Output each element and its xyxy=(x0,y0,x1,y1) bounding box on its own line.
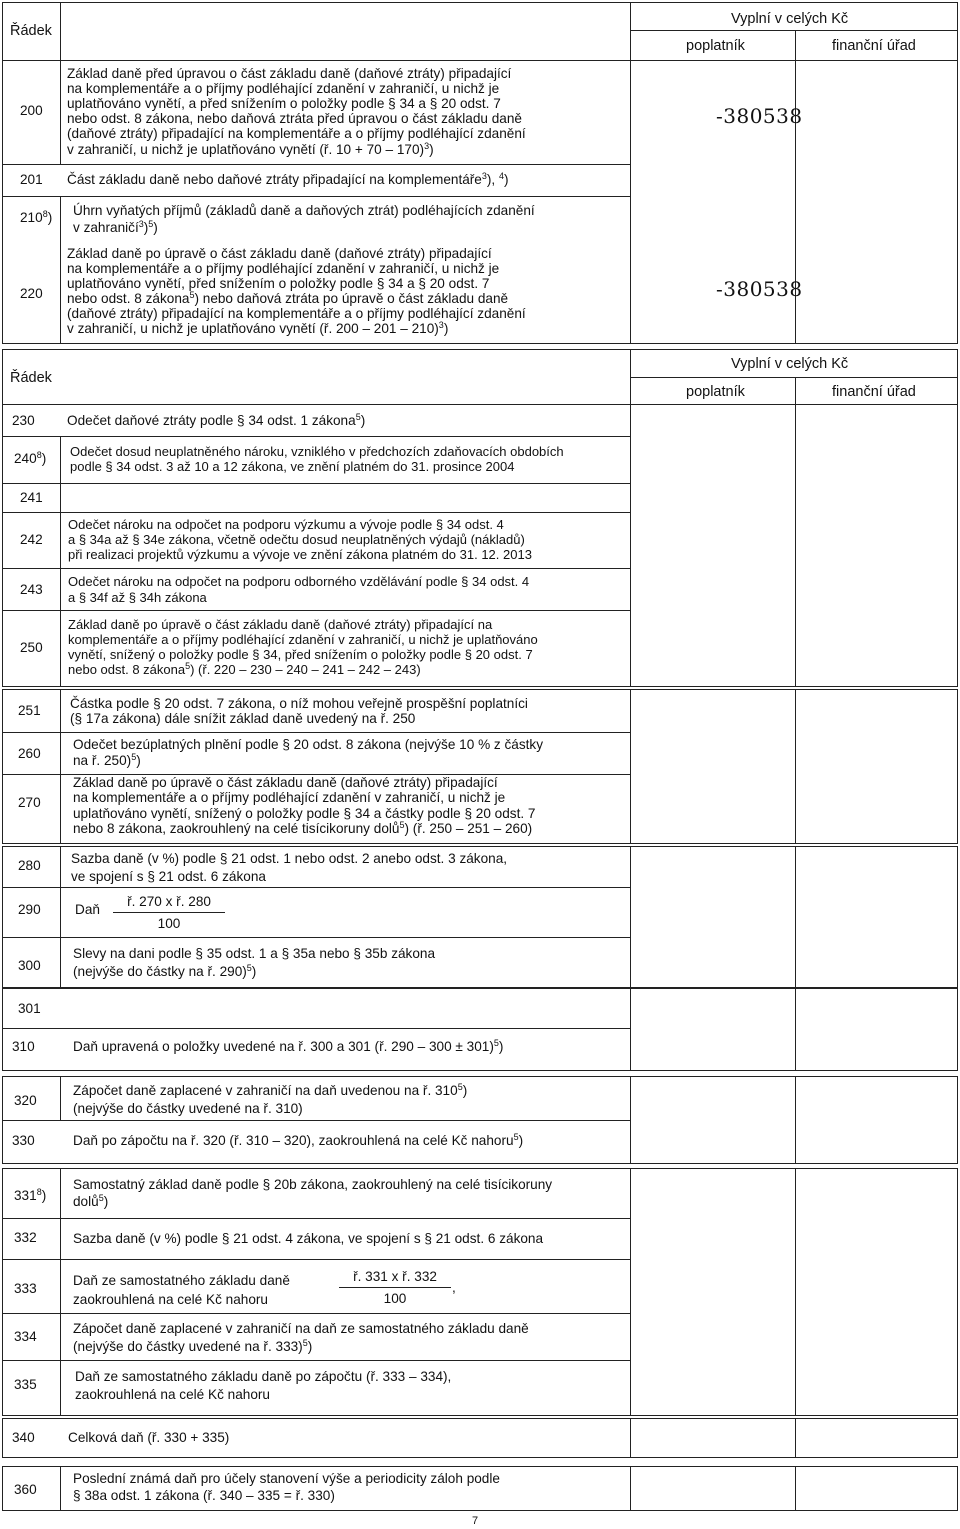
row-320-text-line-1: Zápočet daně zaplacené v zahraničí na daň uvedenou na ř. $310^5$) xyxy=(73,1082,468,1098)
row-220-text-line-1: Základ daně po úpravě o část základu daně (daňové ztráty) připadající xyxy=(67,246,492,261)
grid-line xyxy=(795,1418,796,1458)
row-270-text-line-1: Základ daně po úpravě o část základu daně (daňové ztráty) připadající xyxy=(73,775,498,790)
row-230-text: Odečet daňové ztráty podle § 34 odst. 1 zákona$^5$) xyxy=(67,412,366,428)
grid-line xyxy=(2,610,630,611)
row-360-text-line-2: § 38a odst. 1 zákona (ř. 340 – 335 = ř. 330) xyxy=(73,1488,335,1503)
row-243-text-line-1: Odečet nároku na odpočet na podporu odborného vzdělávání podle § 34 odst. 4 xyxy=(68,574,530,589)
column-header-financni-urad: finanční úřad xyxy=(832,38,916,54)
row-250-text-line-3: vynětí, snížený o položky podle § 34, před snížením o položky podle § 20 odst. 7 xyxy=(68,647,533,662)
grid-line xyxy=(2,483,630,484)
grid-line xyxy=(2,196,630,197)
row-number: 260 xyxy=(18,746,41,761)
column-header-poplatnik: poplatník xyxy=(686,38,745,54)
row-number: 201 xyxy=(20,172,43,187)
row-334-text-line-1: Zápočet daně zaplacené v zahraničí na daň ze samostatného základu daně xyxy=(73,1321,529,1336)
row-330-text: Daň po zápočtu na ř. 320 (ř. 310 – 320), zaokrouhlená na celé Kč nahoru$^5$) xyxy=(73,1132,524,1148)
row-200-text-line-2: na komplementáře a o příjmy podléhající zdanění v zahraničí, u nichž je xyxy=(67,81,500,96)
row-number: 335 xyxy=(14,1377,37,1392)
row-number: 332 xyxy=(14,1230,37,1245)
row-240-text-line-1: Odečet dosud neuplatněného nároku, vzniklého v předchozích zdaňovacích obdobích xyxy=(70,444,564,459)
row-number: 334 xyxy=(14,1329,37,1344)
fraction-numerator: ř. 331 x ř. 332 xyxy=(339,1269,451,1288)
row-210-text-line-1: Úhrn vyňatých příjmů (základů daně a daňových ztrát) podléhajících zdanění xyxy=(73,203,535,218)
row-310-text: Daň upravená o položky uvedené na ř. 300 a 301 (ř. 290 – 300 ± 301)$^5$) xyxy=(73,1038,504,1054)
row-200-value-poplatnik[interactable]: -380538 xyxy=(716,104,803,128)
row-280-text-line-1: Sazba daně (v %) podle § 21 odst. 1 nebo odst. 2 anebo odst. 3 zákona, xyxy=(71,851,508,866)
row-number: 360 xyxy=(14,1482,37,1497)
row-360-text-line-1: Poslední známá daň pro účely stanovení výše a periodicity záloh podle xyxy=(73,1471,500,1486)
row-331-text-line-2: dolů$^5$) xyxy=(73,1193,109,1209)
row-242-text-line-1: Odečet nároku na odpočet na podporu výzkumu a vývoje podle § 34 odst. 4 xyxy=(68,517,504,532)
row-270-text-line-2: na komplementáře a o příjmy podléhající zdanění v zahraničí, u nichž je xyxy=(73,790,506,805)
row-number: 230 xyxy=(12,413,35,428)
grid-line xyxy=(2,436,630,437)
row-333-fraction xyxy=(339,1269,451,1307)
grid-line xyxy=(2,1360,630,1361)
row-220-value-poplatnik[interactable]: -380538 xyxy=(716,277,803,301)
grid-line xyxy=(630,1418,631,1458)
row-334-text-line-2: (nejvýše do částky uvedené na ř. 333)$^5$) xyxy=(73,1338,313,1354)
grid-line xyxy=(630,377,958,378)
column-header-vyplni: Vyplní v celých Kč xyxy=(731,11,849,27)
row-number: 333 xyxy=(14,1281,37,1296)
row-200-text-line-4: nebo odst. 8 zákona, nebo daňová ztráta před úpravou o část základu daně xyxy=(67,111,522,126)
fraction-numerator: ř. 270 x ř. 280 xyxy=(113,894,225,913)
row-number: 280 xyxy=(18,858,41,873)
row-333-comma: , xyxy=(452,1280,456,1295)
row-251-text-line-1: Částka podle § 20 odst. 7 zákona, o níž mohou veřejně prospěšní poplatníci xyxy=(70,696,528,711)
row-number: 310 xyxy=(12,1039,35,1054)
row-201-text: Část základu daně nebo daňové ztráty připadající na komplementáře$^3$), $^4$) xyxy=(67,171,509,187)
row-260-text-line-2: na ř. 250)$^5$) xyxy=(73,752,141,768)
row-number: $240^8$) xyxy=(14,450,47,466)
row-number: 250 xyxy=(20,640,43,655)
row-number: 320 xyxy=(14,1093,37,1108)
row-220-text-line-4: nebo odst. 8 zákona$^5$) nebo daňová ztráta po úpravě o část základu daně xyxy=(67,290,509,306)
grid-line xyxy=(795,1076,796,1164)
grid-line xyxy=(795,846,796,988)
row-number: 251 xyxy=(18,703,41,718)
row-251-text-line-2: (§ 17a zákona) dále snížit základ daně uvedený na ř. 250 xyxy=(70,711,416,726)
grid-line xyxy=(795,988,796,1071)
row-220-text-line-3: uplatňováno vynětí, před snížením o položky podle § 34 a § 20 odst. 7 xyxy=(67,276,490,291)
grid-line xyxy=(2,1218,630,1219)
grid-line xyxy=(2,60,958,61)
grid-line xyxy=(630,2,631,344)
row-335-text-line-2: zaokrouhlená na celé Kč nahoru xyxy=(75,1387,270,1402)
row-242-text-line-2: a § 34a až § 34e zákona, včetně odečtu dosud neuplatněných výdajů (nákladů) xyxy=(68,532,525,547)
grid-line xyxy=(2,568,630,569)
row-220-text-line-2: na komplementáře a o příjmy podléhající zdanění v zahraničí, u nichž je xyxy=(67,261,500,276)
row-240-text-line-2: podle § 34 odst. 3 až 10 a 12 zákona, ve znění platném do 31. prosince 2004 xyxy=(70,459,515,474)
row-number: 270 xyxy=(18,795,41,810)
row-number: $331^8$) xyxy=(14,1187,47,1203)
row-200-text-line-5: (daňové ztráty) připadající na komplementáře a o příjmy podléhající zdanění xyxy=(67,126,526,141)
row-250-text-line-4: nebo odst. 8 zákona$^5$) (ř. 220 – 230 – 240 – 241 – 242 – 243) xyxy=(68,661,421,677)
grid-line xyxy=(60,2,61,164)
grid-line xyxy=(630,988,631,1071)
row-number: 330 xyxy=(12,1133,35,1148)
row-280-text-line-2: ve spojení s § 21 odst. 6 zákona xyxy=(71,869,266,884)
row-242-text-line-3: při realizaci projektů výzkumu a vývoje ve znění zákona platném do 31. 12. 2013 xyxy=(68,547,532,562)
grid-line xyxy=(795,1168,796,1416)
grid-line xyxy=(2,1120,630,1121)
row-210-text-line-2: v zahraničí$^3$)$^5$) xyxy=(73,219,158,235)
row-220-text-line-5: (daňové ztráty) připadající na komplementáře a o příjmy podléhající zdanění xyxy=(67,306,526,321)
row-number: 220 xyxy=(20,286,43,301)
row-290-fraction xyxy=(113,894,225,932)
grid-line xyxy=(795,377,796,687)
row-number: 290 xyxy=(18,902,41,917)
row-number: $210^8$) xyxy=(20,209,53,225)
row-250-text-line-1: Základ daně po úpravě o část základu daně (daňové ztráty) připadající na xyxy=(68,617,493,632)
row-number: 340 xyxy=(12,1430,35,1445)
row-250-text-line-2: komplementáře a o příjmy podléhající zdanění v zahraničí, u nichž je uplatňováno xyxy=(68,632,538,647)
row-number: 241 xyxy=(20,490,43,505)
grid-line xyxy=(2,887,630,888)
row-270-text-line-4: nebo 8 zákona, zaokrouhlený na celé tisícikoruny dolů$^5$) (ř. 250 – 251 – 260) xyxy=(73,820,533,836)
row-333-text-line-2: zaokrouhlená na celé Kč nahoru xyxy=(73,1292,268,1307)
row-number: 200 xyxy=(20,103,43,118)
column-header-poplatnik: poplatník xyxy=(686,384,745,400)
column-header-financni-urad: finanční úřad xyxy=(832,384,916,400)
fraction-denominator: 100 xyxy=(157,916,181,931)
column-header-vyplni: Vyplní v celých Kč xyxy=(731,356,849,372)
row-220-text-line-6: v zahraničí, u nichž je uplatňováno vynětí (ř. 200 – 201 – 210)$^3$) xyxy=(67,320,449,336)
row-300-text-line-1: Slevy na dani podle § 35 odst. 1 a § 35a nebo § 35b zákona xyxy=(73,946,436,961)
row-number: 300 xyxy=(18,958,41,973)
grid-line xyxy=(2,1259,630,1260)
row-270-text-line-3: uplatňováno vynětí, snížený o položky podle § 34 a částky podle § 20 odst. 7 xyxy=(73,806,536,821)
grid-line xyxy=(2,937,630,938)
row-number: 242 xyxy=(20,532,43,547)
grid-line xyxy=(630,1076,631,1164)
grid-line xyxy=(2,732,630,733)
row-332-text: Sazba daně (v %) podle § 21 odst. 4 zákona, ve spojení s § 21 odst. 6 zákona xyxy=(73,1231,544,1246)
row-200-text-line-6: v zahraničí, u nichž je uplatňováno vynětí (ř. 10 + 70 – 170)$^3$) xyxy=(67,141,434,157)
row-243-text-line-2: a § 34f až § 34h zákona xyxy=(68,590,207,605)
row-300-text-line-2: (nejvýše do částky na ř. 290)$^5$) xyxy=(73,963,257,979)
grid-line xyxy=(630,689,631,844)
fraction-denominator: 100 xyxy=(383,1291,407,1306)
grid-line xyxy=(630,30,958,31)
row-320-text-line-2: (nejvýše do částky uvedené na ř. 310) xyxy=(73,1101,303,1116)
table-section-5 xyxy=(2,988,958,1071)
grid-line xyxy=(2,164,630,165)
row-200-text-line-3: uplatňováno vynětí, a před snížením o položky podle § 34 a § 20 odst. 7 xyxy=(67,96,501,111)
grid-line xyxy=(2,1313,630,1314)
row-290-label: Daň xyxy=(75,902,100,917)
row-335-text-line-1: Daň ze samostatného základu daně po zápočtu (ř. 333 – 334), xyxy=(75,1369,452,1384)
grid-line xyxy=(2,512,630,513)
row-200-text-line-1: Základ daně před úpravou o část základu daně (daňové ztráty) připadající xyxy=(67,66,512,81)
row-number: 301 xyxy=(18,1001,41,1016)
row-340-text: Celková daň (ř. 330 + 335) xyxy=(68,1430,230,1445)
row-331-text-line-1: Samostatný základ daně podle § 20b zákona, zaokrouhlený na celé tisícikoruny xyxy=(73,1177,553,1192)
page-number: 7 xyxy=(472,1515,479,1527)
row-333-text-line-1: Daň ze samostatného základu daně xyxy=(73,1273,290,1288)
grid-line xyxy=(630,349,631,687)
column-header-radek: Řádek xyxy=(10,370,52,386)
grid-line xyxy=(795,1466,796,1511)
row-number: 243 xyxy=(20,582,43,597)
grid-line xyxy=(630,846,631,988)
column-header-radek: Řádek xyxy=(10,23,52,39)
row-260-text-line-1: Odečet bezúplatných plnění podle § 20 odst. 8 zákona (nejvýše 10 % z částky xyxy=(73,737,544,752)
grid-line xyxy=(795,689,796,844)
grid-line xyxy=(2,1028,630,1029)
grid-line xyxy=(2,404,958,405)
grid-line xyxy=(630,1466,631,1511)
grid-line xyxy=(630,1168,631,1416)
